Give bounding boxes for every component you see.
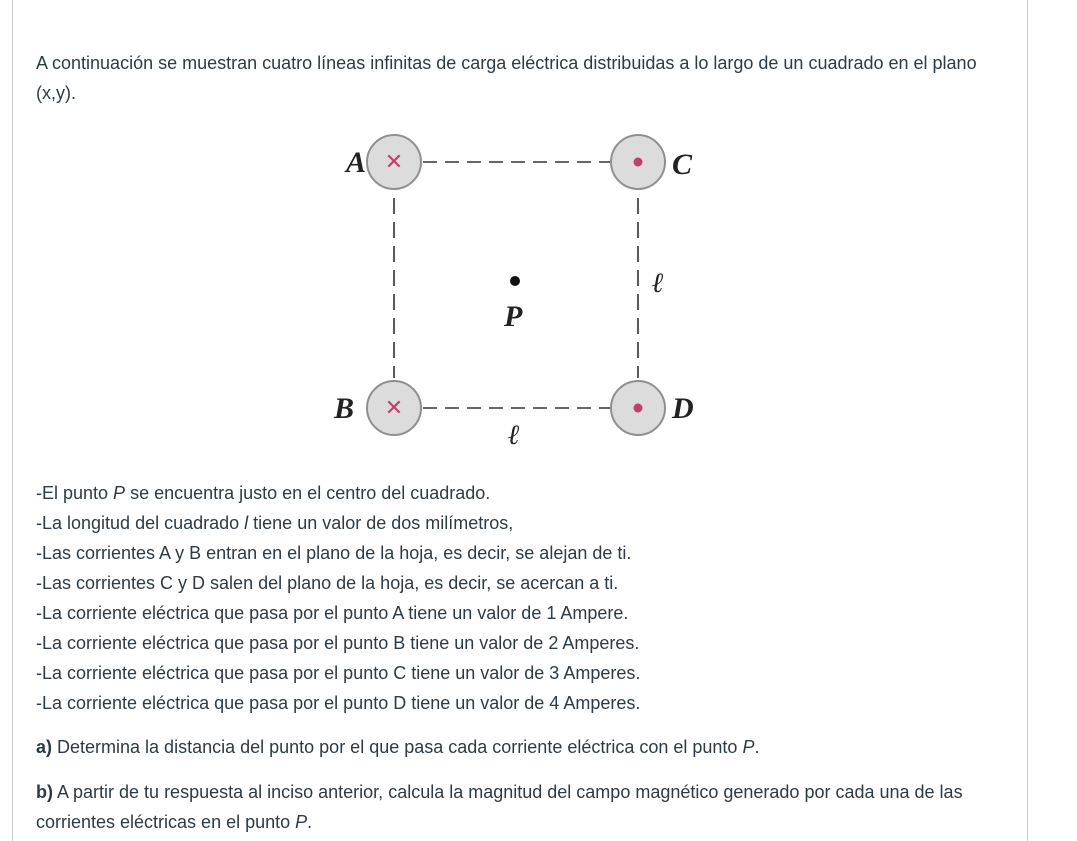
label-d: D: [672, 392, 694, 425]
into-page-x-icon: ✕: [384, 395, 404, 420]
question-b: b) A partir de tu respuesta al inciso anterior, calcula la magnitud del campo magnético generado por cada una de las corrientes eléctricas en el punto P.: [36, 782, 963, 832]
out-of-page-dot-icon: [634, 404, 643, 413]
list-item: -Las corrientes A y B entran en el plano de la hoja, es decir, se alejan de ti.: [36, 543, 632, 563]
question-a: a) Determina la distancia del punto por el que pasa cada corriente eléctrica con el punto P.: [36, 737, 760, 757]
list-item: -Las corrientes C y D salen del plano de la hoja, es decir, se acercan a ti.: [36, 573, 619, 593]
list-item: -La longitud del cuadrado l tiene un valor de dos milímetros,: [36, 513, 514, 533]
wire-c: [611, 135, 665, 189]
list-item: -La corriente eléctrica que pasa por el punto C tiene un valor de 3 Amperes.: [36, 663, 641, 683]
label-a: A: [346, 146, 367, 179]
list-item: -La corriente eléctrica que pasa por el punto B tiene un valor de 2 Amperes.: [36, 633, 640, 653]
given-data-list: [36, 478, 1006, 718]
point-p-dot: [510, 276, 520, 286]
wire-b: [367, 381, 421, 435]
label-p: P: [504, 300, 523, 333]
out-of-page-dot-icon: [634, 158, 643, 167]
list-item: -La corriente eléctrica que pasa por el punto A tiene un valor de 1 Ampere.: [36, 603, 629, 623]
side-length-label-bottom: ℓ: [508, 420, 520, 451]
into-page-x-icon: ✕: [384, 149, 404, 174]
wire-d: [611, 381, 665, 435]
list-item: -El punto P se encuentra justo en el centro del cuadrado.: [36, 483, 491, 503]
label-c: C: [672, 148, 693, 181]
label-b: B: [334, 392, 355, 425]
list-item: -La corriente eléctrica que pasa por el punto D tiene un valor de 4 Amperes.: [36, 693, 641, 713]
side-length-label-right: ℓ: [652, 268, 664, 299]
intro-paragraph: A continuación se muestran cuatro líneas infinitas de carga eléctrica distribuidas a lo largo de un cuadrado en el plano (x,y).: [36, 53, 977, 103]
square-charge-diagram: [320, 128, 720, 458]
wire-a: [367, 135, 421, 189]
